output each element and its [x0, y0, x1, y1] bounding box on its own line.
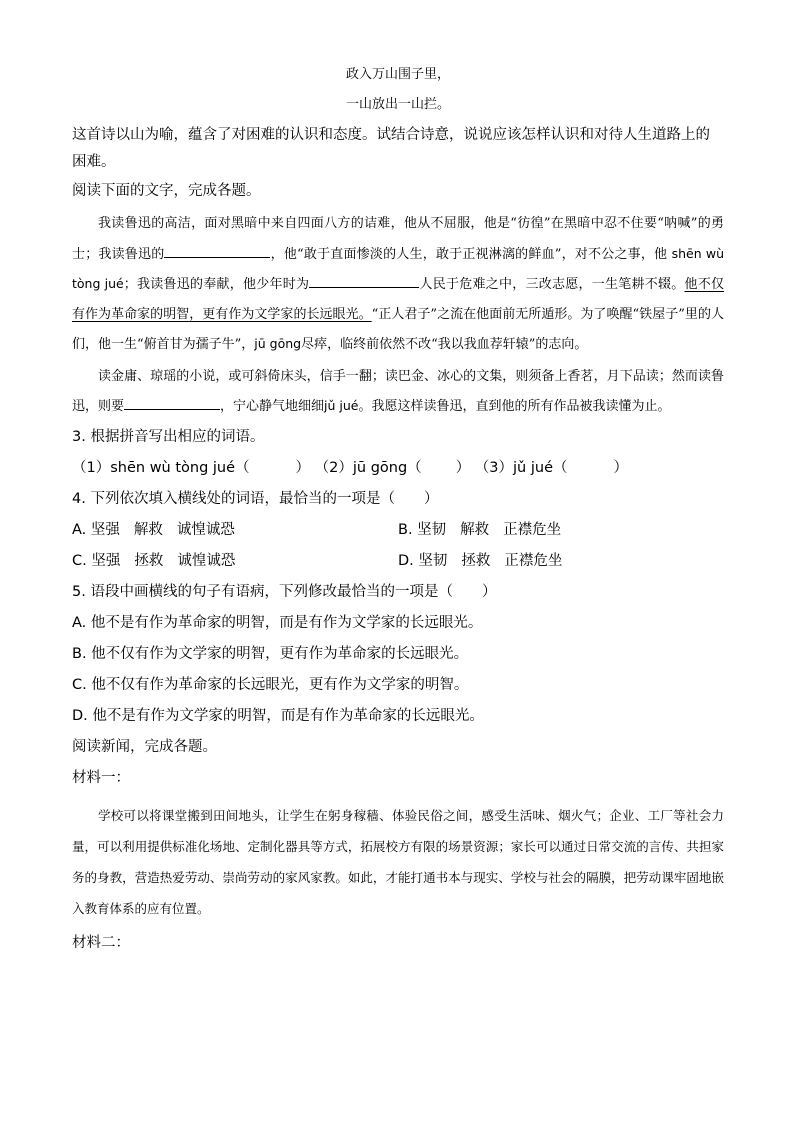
reading-intro-2: 阅读新闻，完成各题。 — [72, 738, 217, 755]
option-4c[interactable]: C. 坚强 拯救 诚惶诚恐 — [72, 552, 236, 569]
fill-blank-1[interactable] — [164, 243, 270, 258]
option-5d[interactable]: D. 他不是有作为文学家的明智，而是有作为革命家的长远眼光。 — [72, 707, 484, 724]
question-4-options-row-2 — [72, 546, 724, 577]
material-2-heading: 材料二： — [72, 934, 130, 951]
poem-line-2: 一山放出一山拦。 — [345, 97, 450, 112]
fill-blank-2[interactable] — [309, 273, 419, 288]
passage-paragraph-1: 我读鲁迅的高洁，面对黑暗中来自四面八方的诘难，他从不屈服，他是“彷徨”在黑暗中忍不住要“呐喊”的勇士；我读鲁迅的 ，他“敢于直面惨淡的人生，敢于正视淋漓的鲜血”，对不公之事，他 shēn wù tòng jué；我读鲁迅的奉献，他少年时为 人民于危难之中，三改志愿，一生笔耕不辍。他不仅有作为革命家的明智，更有作为文学家的长远眼光。“正人君子”之流在他面前无所遁形。为了唤醒“铁屋子”里的人们，他一生“俯首甘为孺子牛”，jū gōng尽瘁，临终前依然不改“我以我血荐轩辕”的志向。 — [72, 216, 724, 352]
option-4b[interactable]: B. 坚韧 解救 正襟危坐 — [398, 521, 562, 538]
option-5b[interactable]: B. 他不仅有作为文学家的明智，更有作为革命家的长远眼光。 — [72, 645, 469, 662]
pinyin-1: shēn wù tòng jué — [72, 245, 724, 291]
option-4d[interactable]: D. 坚韧 拯救 正襟危坐 — [398, 552, 563, 569]
question-4-options-row-1 — [72, 515, 724, 546]
option-5c[interactable]: C. 他不仅有作为革命家的长远眼光，更有作为文学家的明智。 — [72, 676, 469, 693]
fill-blank-3[interactable] — [124, 395, 220, 410]
reading-intro-1: 阅读下面的文字，完成各题。 — [72, 183, 261, 199]
passage-paragraph-2: 读金庸、琼瑶的小说，或可斜倚床头，信手一翻；读巴金、冰心的文集，则须备上香茗，月下品读；然而读鲁迅，则要 ，宁心静气地细细jǔ jué。我愿这样读鲁迅，直到他的所有作品被我读懂为止。 — [72, 368, 724, 414]
material-1-text: 学校可以将课堂搬到田间地头，让学生在躬身稼穑、体验民俗之间，感受生活味、烟火气；企业、工厂等社会力量，可以利用提供标准化场地、定制化器具等方式，拓展校方有限的场景资源；家长可以通过日常交流的言传、共担家务的身教，营造热爱劳动、崇尚劳动的家风家教。如此，才能打通书本与现实、学校与社会的隔膜，把劳动课牢固地嵌入教育体系的应有位置。 — [72, 807, 724, 916]
question-3-stem: 3. 根据拼音写出相应的词语。 — [72, 428, 265, 445]
question-4-stem: 4. 下列依次填入横线处的词语，最恰当的一项是（ ） — [72, 490, 439, 507]
underlined-sentence: 他不仅有作为革命家的明智，更有作为文学家的长远眼光。 — [72, 277, 724, 322]
question-3-items: （1）shēn wù tòng jué（ ） （2）jū gōng（ ） （3）jǔ jué（ ） — [72, 459, 628, 476]
question-5-stem: 5. 语段中画横线的句子有语病，下列修改最恰当的一项是（ ） — [72, 583, 497, 600]
material-1-heading: 材料一： — [72, 769, 130, 786]
option-5a[interactable]: A. 他不是有作为革命家的明智，而是有作为文学家的长远眼光。 — [72, 614, 483, 631]
poem-question: 这首诗以山为喻，蕴含了对困难的认识和态度。试结合诗意，说说应该怎样认识和对待人生道路上的困难。 — [72, 127, 710, 170]
option-4a[interactable]: A. 坚强 解救 诚惶诚恐 — [72, 521, 235, 538]
pinyin-2: jū gōng — [254, 336, 302, 351]
poem-line-1: 政入万山围子里， — [345, 67, 450, 82]
exam-page — [72, 62, 724, 959]
pinyin-3: jǔ jué — [324, 398, 359, 413]
